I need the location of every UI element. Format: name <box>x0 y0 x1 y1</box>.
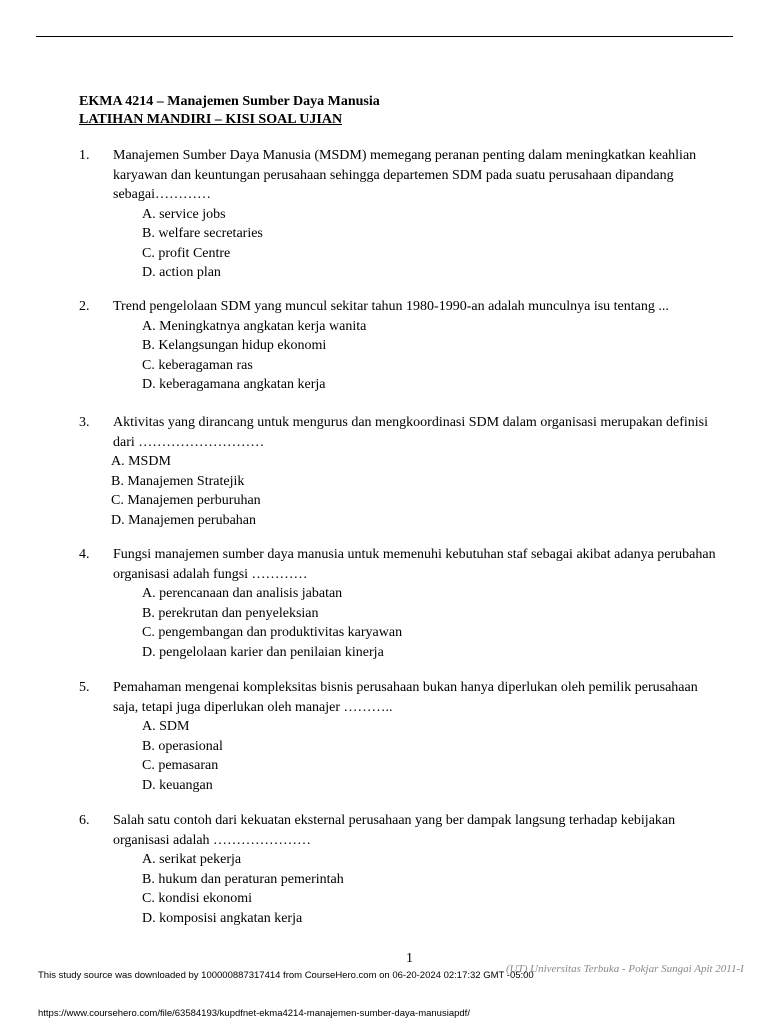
option-d: D. Manajemen perubahan <box>111 512 256 528</box>
source-url: https://www.coursehero.com/file/63584193/kupdfnet-ekma4214-manajemen-sumber-daya-manusiapdf/ <box>38 1008 470 1019</box>
question-text: Aktivitas yang dirancang untuk mengurus dan mengkoordinasi SDM dalam organisasi merupakan definisi dari ……………………… <box>113 415 709 450</box>
options-list <box>142 205 719 283</box>
option-c: C. pengembangan dan produktivitas karyawan <box>142 625 403 640</box>
option-a: A. perencanaan dan analisis jabatan <box>142 586 343 601</box>
options-list <box>111 452 719 530</box>
option-d: D. pengelolaan karier dan penilaian kinerja <box>142 644 384 660</box>
options-list <box>142 584 719 662</box>
option-a: A. MSDM <box>111 454 171 469</box>
option-d: D. komposisi angkatan kerja <box>142 910 303 926</box>
options-list <box>142 717 719 795</box>
option-d: D. action plan <box>142 265 221 280</box>
page-number: 1 <box>406 951 413 966</box>
question-text: Manajemen Sumber Daya Manusia (MSDM) memegang peranan penting dalam meningkatkan keahlian karyawan dan keuntungan perusahaan sehingga departemen SDM pada suatu perusahaan dipandang sebagai………… <box>113 148 697 202</box>
question-number: 6. <box>79 813 90 828</box>
question-number: 5. <box>79 680 90 695</box>
option-b: B. Manajemen Stratejik <box>111 473 245 489</box>
question-4 <box>79 545 719 662</box>
watermark-text: (UT) Universitas Terbuka - Pokjar Sungai Apit 2011-I <box>506 963 744 975</box>
question-text: Pemahaman mengenai kompleksitas bisnis perusahaan bukan hanya diperlukan oleh pemilik perusahaan saja, tetapi juga diperlukan oleh manajer ……….. <box>113 680 698 715</box>
option-c: C. pemasaran <box>142 758 219 773</box>
option-b: B. hukum dan peraturan pemerintah <box>142 871 344 887</box>
download-notice: This study source was downloaded by 100000887317414 from CourseHero.com on 06-20-2024 02:17:32 GMT -05:00 <box>38 970 534 981</box>
options-list <box>142 317 719 395</box>
option-a: A. service jobs <box>142 206 226 222</box>
option-d: D. keberagamana angkatan kerja <box>142 377 326 392</box>
option-c: C. kondisi ekonomi <box>142 891 253 906</box>
question-text: Salah satu contoh dari kekuatan eksternal perusahaan yang ber dampak langsung terhadap kebijakan organisasi adalah ………………… <box>113 813 676 848</box>
option-c: C. Manajemen perburuhan <box>111 493 261 508</box>
option-a: A. SDM <box>142 719 190 734</box>
question-6 <box>79 811 719 928</box>
option-a: A. Meningkatnya angkatan kerja wanita <box>142 318 367 334</box>
question-text: Trend pengelolaan SDM yang muncul sekitar tahun 1980-1990-an adalah munculnya isu tentang ... <box>113 299 669 314</box>
question-text: Fungsi manajemen sumber daya manusia untuk memenuhi kebutuhan staf sebagai akibat adanya perubahan organisasi adalah fungsi ………… <box>113 547 716 582</box>
document-title: EKMA 4214 – Manajemen Sumber Daya Manusia <box>79 94 380 109</box>
top-rule <box>36 36 733 37</box>
document-subtitle: LATIHAN MANDIRI – KISI SOAL UJIAN <box>79 112 343 127</box>
options-list <box>142 850 719 928</box>
question-3 <box>79 413 719 530</box>
question-number: 2. <box>79 299 90 314</box>
question-number: 3. <box>79 415 90 430</box>
option-b: B. welfare secretaries <box>142 226 263 241</box>
option-b: B. operasional <box>142 738 223 754</box>
question-1 <box>79 146 719 283</box>
question-5 <box>79 678 719 795</box>
option-c: C. profit Centre <box>142 245 231 261</box>
option-c: C. keberagaman ras <box>142 357 253 373</box>
option-d: D. keuangan <box>142 777 213 793</box>
option-b: B. Kelangsungan hidup ekonomi <box>142 338 327 353</box>
question-number: 1. <box>79 148 90 163</box>
option-a: A. serikat pekerja <box>142 852 242 867</box>
question-number: 4. <box>79 547 90 562</box>
question-2 <box>79 297 719 395</box>
option-b: B. perekrutan dan penyeleksian <box>142 605 319 621</box>
